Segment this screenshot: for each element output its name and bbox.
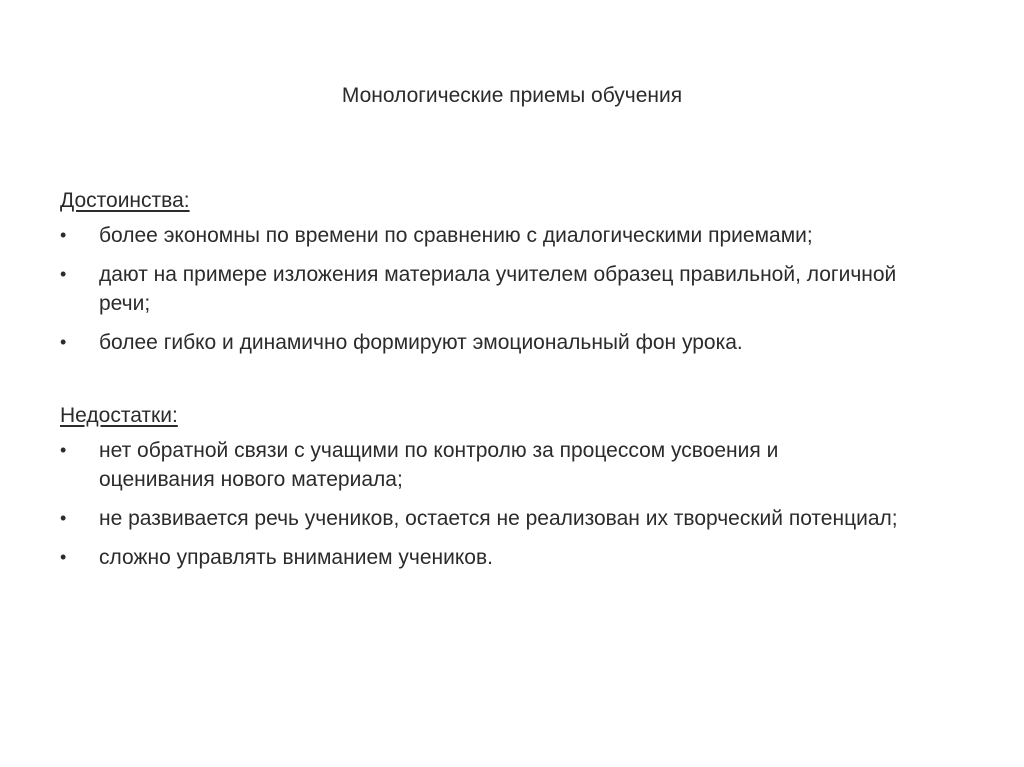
- list-item: [60, 221, 960, 250]
- list-item: [60, 260, 919, 318]
- disadvantages-heading: Недостатки:: [60, 404, 178, 427]
- bullet-icon: •: [60, 225, 67, 245]
- bullet-icon: •: [60, 332, 67, 352]
- list-item-text: дают на примере изложения материала учителем образец правильной, логичной речи;: [99, 263, 897, 315]
- bullet-icon: •: [60, 508, 67, 528]
- list-item-text: не развивается речь учеников, остается не реализован их творческий потенциал;: [99, 507, 898, 530]
- bullet-icon: •: [60, 264, 67, 284]
- list-item: [60, 504, 899, 533]
- list-item: [60, 436, 899, 494]
- list-item-text: сложно управлять вниманием учеников.: [99, 546, 493, 569]
- list-item-text: нет обратной связи с учащими по контролю за процессом усвоения и оценивания нового материала;: [99, 439, 779, 491]
- list-item: [60, 543, 960, 572]
- slide-title: Монологические приемы обучения: [341, 84, 683, 107]
- list-item-text: более экономны по времени по сравнению с диалогическими приемами;: [99, 224, 813, 247]
- advantages-heading: Достоинства:: [60, 189, 190, 212]
- advantages-list: [60, 221, 960, 357]
- list-item-text: более гибко и динамично формируют эмоциональный фон урока.: [99, 331, 743, 354]
- list-item: [60, 328, 960, 357]
- disadvantages-list: [60, 436, 960, 572]
- bullet-icon: •: [60, 547, 67, 567]
- bullet-icon: •: [60, 440, 67, 460]
- advantages-section: [60, 188, 960, 367]
- disadvantages-section: [60, 403, 960, 582]
